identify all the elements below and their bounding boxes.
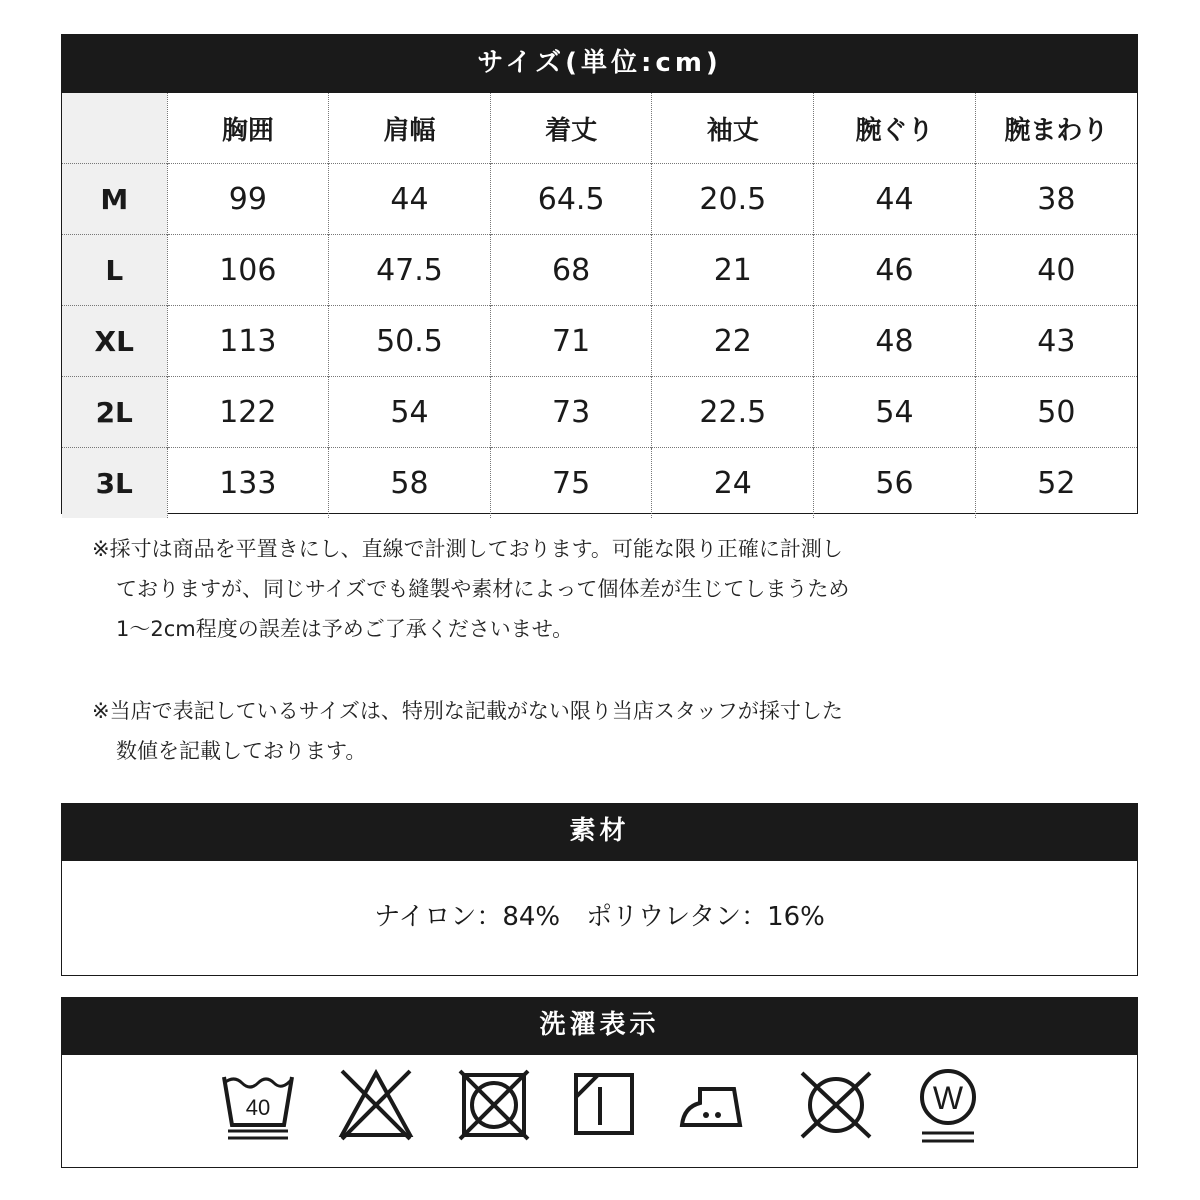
size-label: L	[62, 235, 167, 306]
material-composition: ナイロン：84% ポリウレタン：16%	[374, 902, 825, 932]
size-value: 22.5	[652, 377, 814, 448]
no-dry-clean-icon	[796, 1067, 876, 1143]
size-row-2l	[62, 377, 1137, 448]
size-label: XL	[62, 306, 167, 377]
size-value: 48	[814, 306, 976, 377]
size-row-xl	[62, 306, 1137, 377]
low-iron-icon	[676, 1067, 756, 1143]
header-chest: 胸囲	[167, 93, 329, 164]
size-value: 52	[975, 448, 1137, 519]
header-armhole: 腕ぐり	[814, 93, 976, 164]
size-value: 99	[167, 164, 329, 235]
note-line: ※採寸は商品を平置きにし、直線で計測しております。可能な限り正確に計測し	[92, 537, 843, 561]
size-value: 56	[814, 448, 976, 519]
size-row-3l	[62, 448, 1137, 519]
material-title: 素材	[62, 804, 1137, 861]
size-value: 43	[975, 306, 1137, 377]
size-table-header-row	[62, 93, 1137, 164]
care-icons	[62, 1055, 1137, 1147]
wet-clean-mild-icon	[916, 1067, 980, 1147]
header-shoulder: 肩幅	[329, 93, 491, 164]
note-line: ておりますが、同じサイズでも縫製や素材によって個体差が生じてしまうため	[116, 577, 850, 601]
header-corner	[62, 93, 167, 164]
size-value: 73	[490, 377, 652, 448]
size-value: 50	[975, 377, 1137, 448]
header-arm-circumference: 腕まわり	[975, 93, 1137, 164]
size-value: 71	[490, 306, 652, 377]
size-value: 20.5	[652, 164, 814, 235]
note-line: 数値を記載しております。	[116, 739, 367, 763]
size-value: 21	[652, 235, 814, 306]
size-value: 113	[167, 306, 329, 377]
measurement-note	[92, 529, 849, 649]
size-label: M	[62, 164, 167, 235]
size-label: 3L	[62, 448, 167, 519]
care-section	[61, 997, 1138, 1168]
line-dry-shade-icon	[572, 1067, 636, 1143]
no-tumble-dry-icon	[456, 1067, 532, 1143]
size-value: 106	[167, 235, 329, 306]
size-value: 50.5	[329, 306, 491, 377]
material-section	[61, 803, 1138, 976]
no-bleach-icon	[336, 1067, 416, 1143]
size-value: 47.5	[329, 235, 491, 306]
size-table-body	[62, 164, 1137, 519]
size-value: 24	[652, 448, 814, 519]
size-value: 22	[652, 306, 814, 377]
size-value: 68	[490, 235, 652, 306]
size-value: 122	[167, 377, 329, 448]
header-length: 着丈	[490, 93, 652, 164]
size-value: 64.5	[490, 164, 652, 235]
care-title: 洗濯表示	[62, 998, 1137, 1055]
size-value: 58	[329, 448, 491, 519]
wash-temperature: 40	[245, 1095, 270, 1120]
size-row-l	[62, 235, 1137, 306]
note-line: ※当店で表記しているサイズは、特別な記載がない限り当店スタッフが採寸した	[92, 699, 843, 723]
size-label: 2L	[62, 377, 167, 448]
note-line: 1～2cm程度の誤差は予めご了承くださいませ。	[116, 617, 574, 641]
size-table-section	[61, 34, 1138, 514]
size-value: 44	[329, 164, 491, 235]
size-table-title: サイズ(単位:cm)	[62, 35, 1137, 93]
size-row-m	[62, 164, 1137, 235]
header-sleeve: 袖丈	[652, 93, 814, 164]
size-value: 133	[167, 448, 329, 519]
size-value: 54	[329, 377, 491, 448]
wash-40-icon	[220, 1067, 296, 1143]
size-value: 44	[814, 164, 976, 235]
size-table	[62, 93, 1137, 518]
size-source-note	[92, 691, 843, 771]
size-value: 40	[975, 235, 1137, 306]
size-value: 46	[814, 235, 976, 306]
size-value: 38	[975, 164, 1137, 235]
size-value: 75	[490, 448, 652, 519]
wet-clean-label: W	[932, 1080, 963, 1116]
size-value: 54	[814, 377, 976, 448]
